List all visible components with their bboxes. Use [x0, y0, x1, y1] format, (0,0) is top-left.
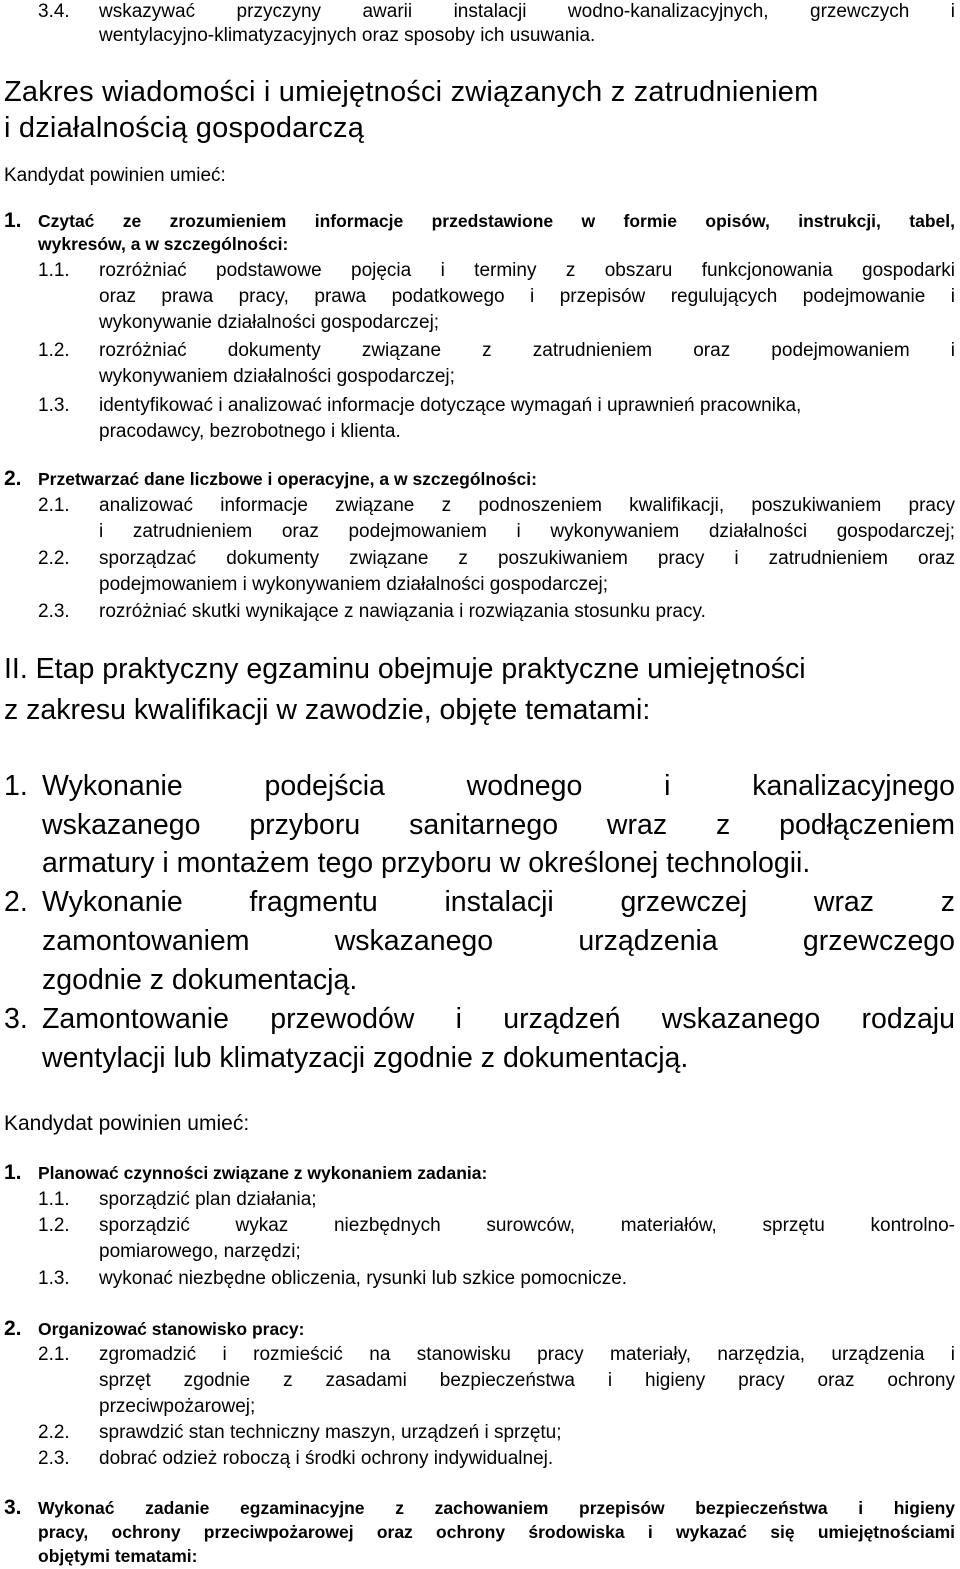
topic-number: 2.	[4, 886, 28, 918]
item-text: wentylacyjno-klimatyzacyjnych oraz sposoby ich usuwania.	[99, 25, 596, 46]
stage-heading: II. Etap praktyczny egzaminu obejmuje praktyczne umiejętności	[4, 653, 806, 685]
item-title: Planować czynności związane z wykonaniem zadania:	[38, 1163, 488, 1183]
subitem-text: sporządzić plan działania;	[99, 1189, 317, 1210]
topic-text: Wykonanie podejścia wodnego i kanalizacyjnego	[42, 770, 955, 802]
subitem-text: dobrać odzież roboczą i środki ochrony indywidualnej.	[99, 1448, 554, 1469]
subitem-text: wykonać niezbędne obliczenia, rysunki lub szkice pomocnicze.	[99, 1268, 628, 1289]
subitem-text: sporządzać dokumenty związane z poszukiwaniem pracy i zatrudnieniem oraz	[99, 548, 955, 569]
subitem-number: 2.1.	[38, 1344, 70, 1365]
subitem-number: 1.1.	[38, 1189, 70, 1210]
subitem-text: pomiarowego, narzędzi;	[99, 1241, 301, 1262]
subitem-number: 2.1.	[38, 495, 70, 516]
subitem-number: 1.3.	[38, 1268, 70, 1289]
item-title: Przetwarzać dane liczbowe i operacyjne, a w szczególności:	[38, 469, 537, 489]
item-title: objętymi tematami:	[38, 1546, 198, 1566]
subitem-text: podejmowaniem i wykonywaniem działalności gospodarczej;	[99, 574, 609, 595]
subitem-text: pracodawcy, bezrobotnego i klienta.	[99, 421, 401, 442]
section-heading: i działalnością gospodarczą	[4, 112, 365, 144]
topic-text: wskazanego przyboru sanitarnego wraz z podłączeniem	[42, 809, 955, 841]
item-number: 2.	[4, 1317, 22, 1340]
item-title: pracy, ochrony przeciwpożarowej oraz ochrony środowiska i wykazać się umiejętnościami	[38, 1522, 955, 1542]
item-title: Czytać ze zrozumieniem informacje przedstawione w formie opisów, instrukcji, tabel,	[38, 211, 955, 231]
topic-text: zgodnie z dokumentacją.	[42, 964, 358, 996]
candidate-label: Kandydat powinien umieć:	[4, 165, 226, 186]
stage-heading: z zakresu kwalifikacji w zawodzie, objęte tematami:	[4, 694, 651, 726]
subitem-number: 1.2.	[38, 340, 70, 361]
subitem-text: sprawdzić stan techniczny maszyn, urządzeń i sprzętu;	[99, 1422, 562, 1443]
subitem-text: i zatrudnieniem oraz podejmowaniem i wykonywaniem działalności gospodarczej;	[99, 521, 955, 542]
subitem-number: 2.2.	[38, 548, 70, 569]
subitem-number: 1.1.	[38, 260, 70, 281]
subitem-text: rozróżniać podstawowe pojęcia i terminy z obszaru funkcjonowania gospodarki	[99, 260, 955, 281]
subitem-number: 1.2.	[38, 1215, 70, 1236]
item-number: 1.	[4, 209, 22, 232]
subitem-number: 1.3.	[38, 395, 70, 416]
subitem-text: wykonywaniem działalności gospodarczej;	[99, 366, 455, 387]
subitem-text: przeciwpożarowej;	[99, 1396, 256, 1417]
item-text: wskazywać przyczyny awarii instalacji wodno-kanalizacyjnych, grzewczych i	[99, 1, 955, 22]
subitem-text: identyfikować i analizować informacje dotyczące wymagań i uprawnień pracownika,	[99, 395, 802, 416]
section-heading: Zakres wiadomości i umiejętności związanych z zatrudnieniem	[4, 76, 819, 108]
subitem-number: 2.3.	[38, 1448, 70, 1469]
subitem-text: sprzęt zgodnie z zasadami bezpieczeństwa i higieny pracy oraz ochrony	[99, 1370, 955, 1391]
subitem-number: 2.3.	[38, 601, 70, 622]
item-number: 3.4.	[38, 1, 70, 22]
item-title: wykresów, a w szczególności:	[38, 234, 289, 254]
topic-text: Wykonanie fragmentu instalacji grzewczej wraz z	[42, 886, 955, 918]
subitem-text: wykonywanie działalności gospodarczej;	[99, 312, 440, 333]
subitem-text: sporządzić wykaz niezbędnych surowców, materiałów, sprzętu kontrolno-	[99, 1215, 955, 1236]
item-title: Organizować stanowisko pracy:	[38, 1319, 305, 1339]
item-number: 3.	[4, 1496, 22, 1519]
item-title: Wykonać zadanie egzaminacyjne z zachowaniem przepisów bezpieczeństwa i higieny	[38, 1498, 955, 1518]
item-number: 2.	[4, 467, 22, 490]
item-number: 1.	[4, 1161, 22, 1184]
subitem-text: oraz prawa pracy, prawa podatkowego i przepisów regulujących podejmowanie i	[99, 286, 955, 307]
topic-text: Zamontowanie przewodów i urządzeń wskazanego rodzaju	[42, 1003, 955, 1035]
topic-text: zamontowaniem wskazanego urządzenia grzewczego	[42, 925, 955, 957]
topic-text: armatury i montażem tego przyboru w określonej technologii.	[42, 847, 811, 879]
topic-number: 1.	[4, 770, 28, 802]
topic-number: 3.	[4, 1003, 28, 1035]
subitem-text: rozróżniać skutki wynikające z nawiązania i rozwiązania stosunku pracy.	[99, 601, 706, 622]
subitem-number: 2.2.	[38, 1422, 70, 1443]
subitem-text: rozróżniać dokumenty związane z zatrudnieniem oraz podejmowaniem i	[99, 340, 955, 361]
subitem-text: zgromadzić i rozmieścić na stanowisku pracy materiały, narzędzia, urządzenia i	[99, 1344, 955, 1365]
topic-text: wentylacji lub klimatyzacji zgodnie z dokumentacją.	[42, 1042, 689, 1074]
subitem-text: analizować informacje związane z podnoszeniem kwalifikacji, poszukiwaniem pracy	[99, 495, 955, 516]
candidate-label: Kandydat powinien umieć:	[4, 1112, 250, 1135]
